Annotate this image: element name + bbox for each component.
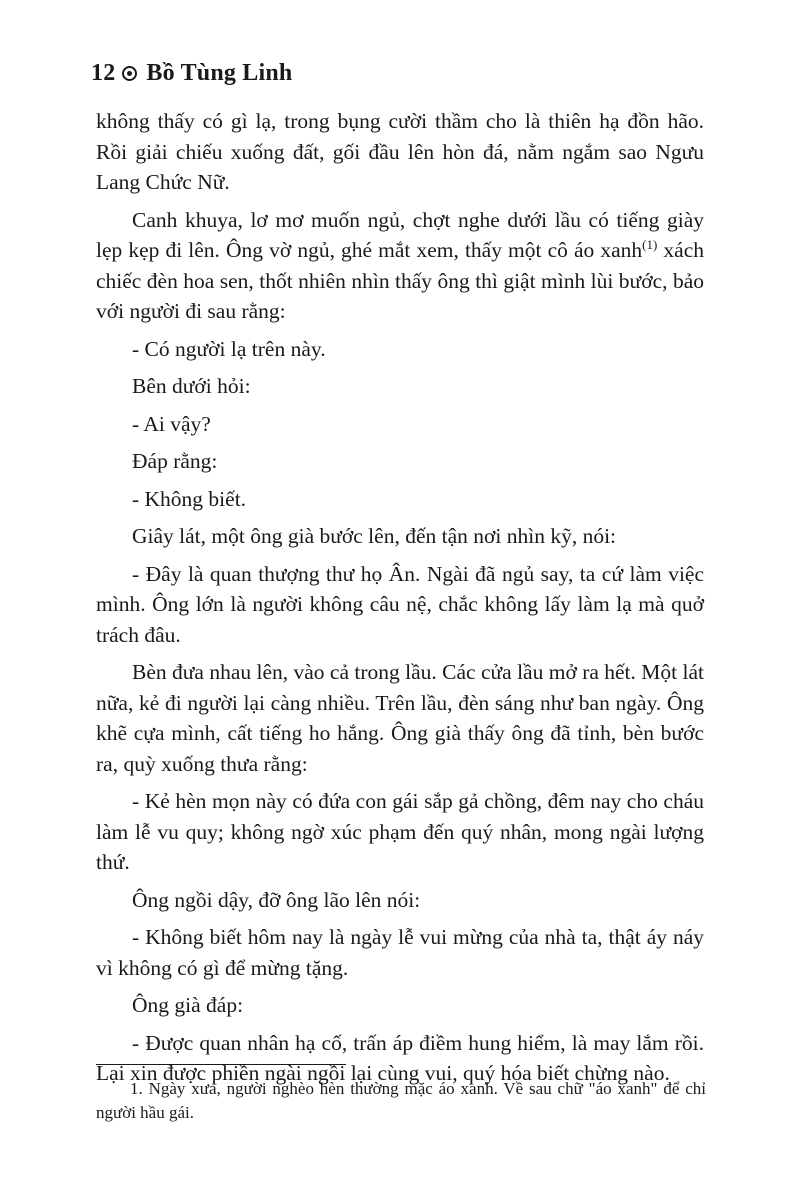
paragraph: - Đây là quan thượng thư họ Ân. Ngài đã ngủ say, ta cứ làm việc mình. Ông lớn là người không câu nệ, chắc không lấy làm lạ mà quở trách đâu.	[96, 561, 704, 647]
paragraph: - Ai vậy?	[132, 411, 211, 436]
paragraph: - Có người lạ trên này.	[132, 336, 326, 361]
footnote	[96, 1077, 706, 1125]
footnote-reference: (1)	[642, 236, 658, 252]
paragraph: - Kẻ hèn mọn này có đứa con gái sắp gả chồng, đêm nay cho cháu làm lễ vu quy; không ngờ xúc phạm đến quý nhân, mong ngài lượng thứ.	[96, 789, 704, 874]
paragraph	[96, 205, 704, 327]
page-number: 12	[91, 60, 116, 86]
paragraph: Bèn đưa nhau lên, vào cả trong lầu. Các cửa lầu mở ra hết. Một lát nữa, kẻ đi người lại càng nhiều. Trên lầu, đèn sáng như ban ngày. Ông khẽ cựa mình, cất tiếng ho hắng. Ông già thấy ông đã tỉnh, bèn bước ra, quỳ xuống thưa rằng:	[96, 660, 704, 776]
paragraph: Bên dưới hỏi:	[132, 374, 251, 398]
author-name: Bồ Tùng Linh	[146, 60, 293, 86]
footnote-divider	[96, 1064, 346, 1065]
paragraph: không thấy có gì lạ, trong bụng cười thầm cho là thiên hạ đồn hão. Rồi giải chiếu xuống đất, gối đầu lên hòn đá, nằm ngắm sao Ngưu Lang Chức Nữ.	[96, 109, 704, 194]
paragraph: Ông ngồi dậy, đỡ ông lão lên nói:	[132, 887, 421, 912]
body-text	[96, 106, 704, 1096]
paragraph: - Không biết.	[132, 486, 247, 511]
footnote-text: 1. Ngày xưa, người nghèo hèn thường mặc áo xanh. Về sau chữ "áo xanh" để chỉ người hầu gái.	[96, 1079, 706, 1122]
paragraph: Đáp rằng:	[132, 449, 218, 473]
paragraph: Ông già đáp:	[132, 993, 244, 1017]
paragraph: - Được quan nhân hạ cố, trấn áp điềm hung hiểm, là may lắm rồi. Lại xin được phiền ngài ngồi lại cùng vui, quý hóa biết chừng nào.	[96, 1030, 704, 1085]
paragraph-text-tail: xách chiếc đèn hoa sen, thốt nhiên nhìn thấy ông thì giật mình lùi bước, bảo với người đi sau rằng:	[96, 238, 704, 323]
circle-dot-icon	[122, 66, 137, 81]
paragraph: - Không biết hôm nay là ngày lễ vui mừng của nhà ta, thật áy náy vì không có gì để mừng tặng.	[96, 925, 704, 980]
running-header	[91, 60, 292, 87]
paragraph: Giây lát, một ông già bước lên, đến tận nơi nhìn kỹ, nói:	[132, 524, 617, 548]
paragraph-text: Canh khuya, lơ mơ muốn ngủ, chợt nghe dưới lầu có tiếng giày lẹp kẹp đi lên. Ông vờ ngủ, ghé mắt xem, thấy một cô áo xanh	[96, 207, 704, 262]
